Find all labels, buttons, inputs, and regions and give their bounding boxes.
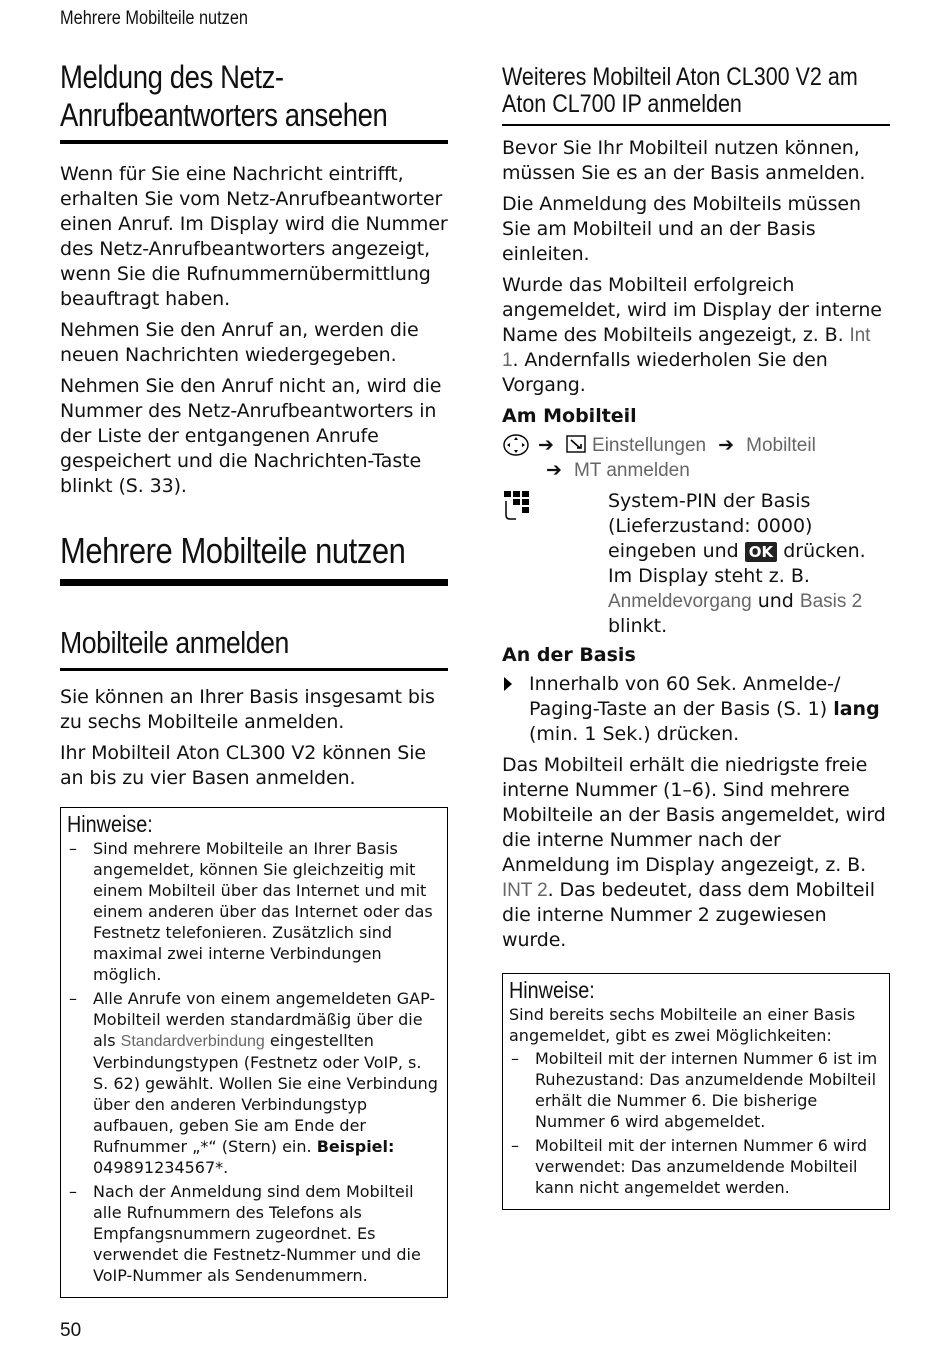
settings-menu-icon (566, 435, 586, 453)
chapter-title: Mehrere Mobilteile nutzen (60, 530, 406, 571)
arrow-right-icon: ➔ (538, 434, 554, 456)
page-number: 50 (60, 1320, 82, 1341)
paragraph: Wenn für Sie eine Nachricht eintrifft, erhalten Sie vom Netz-Anrufbeantworter einen Anruf. Im Display wird die Nummer des Netz-Anrufbeantworters angezeigt, wenn Sie die Rufnummernübermittlung beauftragt haben. (60, 163, 448, 310)
step-row (502, 489, 890, 639)
paragraph: Die Anmeldung des Mobilteils müssen Sie am Mobilteil und an der Basis einleiten. (502, 193, 861, 265)
triangle-bullet-icon (502, 672, 529, 747)
menu-term: Basis 2 (799, 591, 863, 612)
control-key-icon (502, 433, 532, 458)
menu-term: Standardverbindung (120, 1033, 265, 1050)
right-column (502, 58, 890, 1210)
notes-list (67, 838, 441, 1286)
menu-term: Einstellungen (592, 435, 707, 456)
menu-term: Mobilteil (746, 435, 816, 456)
paragraph: Das Mobilteil erhält die niedrigste freie interne Nummer (1–6). Sind mehrere Mobilteile an der Basis angemeldet, wird die interne Nummer nach der Anmeldung im Display angezeigt, z. B. INT 2. Das bedeutet, dass dem Mobilteil die interne Nummer 2 zugewiesen wurde. (502, 754, 886, 951)
arrow-right-icon: ➔ (718, 434, 735, 456)
list-item: – Alle Anrufe von einem angemeldeten GAP-Mobilteil werden standardmäßig über die als Standardverbindung eingestellten Verbindungstypen (Festnetz oder VoIP, s. S. 62) gewählt. Wollen Sie eine Verbindung über den anderen Verbindungstyp aufbauen, geben Sie am Ende der Rufnummer „*“ (Stern) ein. Beispiel: 049891234567*. (67, 988, 441, 1178)
paragraph: Sie können an Ihrer Basis insgesamt bis zu sechs Mobilteile anmelden. (60, 686, 435, 733)
menu-path (502, 433, 890, 483)
list-item: – Nach der Anmeldung sind dem Mobilteil alle Rufnummern des Telefons als Empfangsnummern zugeordnet. Es verwendet die Festnetz-Nummer und die VoIP-Nummer als Sendenummern. (67, 1181, 441, 1286)
paragraph: Bevor Sie Ihr Mobilteil nutzen können, müssen Sie es an der Basis anmelden. (502, 137, 866, 184)
notes-list (509, 1048, 883, 1198)
menu-term: Int 1 (502, 325, 871, 371)
subheading: Am Mobilteil (502, 405, 637, 427)
notes-box (60, 807, 448, 1298)
running-head: Mehrere Mobilteile nutzen (60, 8, 249, 29)
list-item: – Mobilteil mit der internen Nummer 6 wird verwendet: Das anzumeldende Mobilteil kann nicht angemeldet werden. (509, 1135, 883, 1198)
notes-intro: Sind bereits sechs Mobilteile an einer Basis angemeldet, gibt es zwei Möglichkeiten: (509, 1005, 856, 1045)
list-item: – Mobilteil mit der internen Nummer 6 ist im Ruhezustand: Das anzumeldende Mobilteil erhält die Nummer 6. Die bisherige Nummer 6 wird abgemeldet. (509, 1048, 883, 1132)
step-text: System-PIN der Basis (Lieferzustand: 0000) eingeben und OK drücken. Im Display steht z. B. Anmeldevorgang und Basis 2 blinkt. (608, 490, 866, 637)
subheading: An der Basis (502, 644, 636, 666)
paragraph: Nehmen Sie den Anruf an, werden die neuen Nachrichten wiedergegeben. (60, 319, 419, 366)
bullet-step: Innerhalb von 60 Sek. Anmelde-/ Paging-Taste an der Basis (S. 1) lang (min. 1 Sek.) drücken. (502, 672, 890, 747)
section-title: Meldung des Netz- Anrufbeantworters ansehen (60, 59, 388, 133)
menu-term: Anmeldevorgang (608, 591, 752, 612)
left-column (60, 58, 448, 1298)
menu-term: INT 2 (502, 880, 548, 901)
paragraph: Wurde das Mobilteil erfolgreich angemeldet, wird im Display der interne Name des Mobilteils angezeigt, z. B. Int 1. Andernfalls wiederholen Sie den Vorgang. (502, 274, 882, 396)
notes-title: Hinweise: (509, 977, 595, 1003)
list-item: – Sind mehrere Mobilteile an Ihrer Basis angemeldet, können Sie gleichzeitig mit einem Mobilteil über das Internet und mit einem anderen über das Internet oder das Festnetz telefonieren. Zusätzlich sind maximal zwei interne Verbindungen möglich. (67, 838, 441, 985)
subsection-heading (502, 64, 890, 126)
keypad-icon (502, 489, 532, 521)
chapter-heading (60, 529, 448, 586)
subsection-title: Weiteres Mobilteil Aton CL300 V2 am Aton CL700 IP anmelden (502, 63, 858, 118)
section-heading-anmelden (60, 624, 448, 671)
paragraph: Ihr Mobilteil Aton CL300 V2 können Sie an bis zu vier Basen anmelden. (60, 742, 427, 789)
notes-title: Hinweise: (67, 811, 153, 837)
arrow-right-icon: ➔ (546, 459, 562, 481)
ok-key-icon: OK (745, 542, 777, 562)
paragraph: Nehmen Sie den Anruf nicht an, wird die Nummer des Netz-Anrufbeantworters in der Liste der entgangenen Anrufe gespeichert und die Nachrichten-Taste blinkt (S. 33). (60, 375, 442, 497)
notes-box (502, 973, 890, 1210)
section-title: Mobilteile anmelden (60, 625, 289, 660)
section-heading-netz-ab (60, 58, 448, 144)
menu-term: MT anmelden (573, 460, 690, 481)
